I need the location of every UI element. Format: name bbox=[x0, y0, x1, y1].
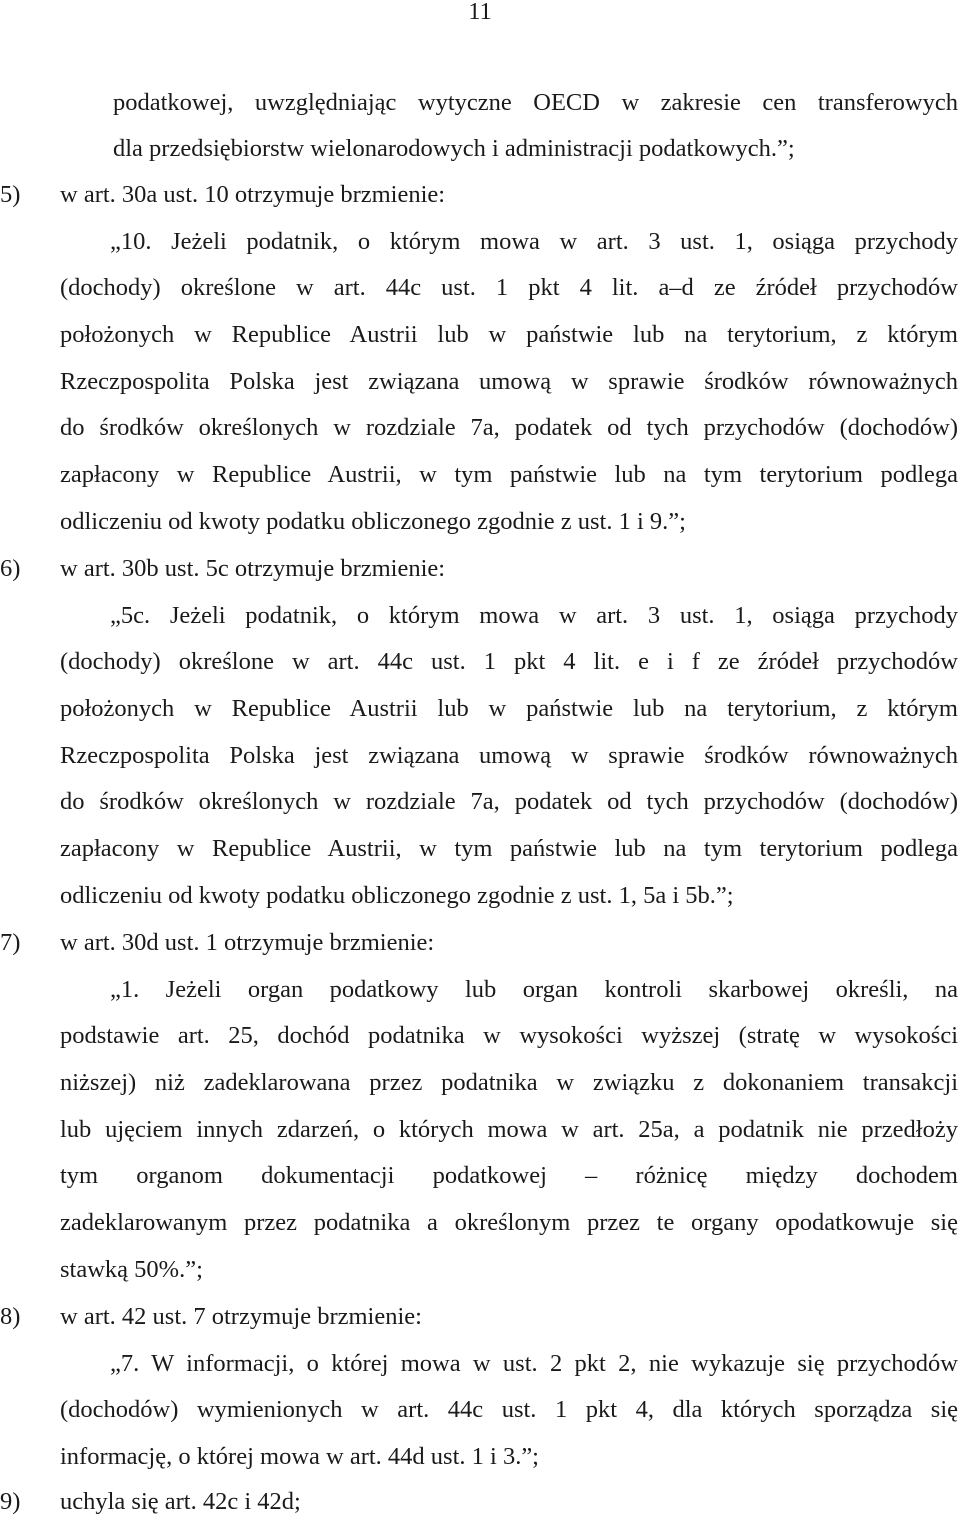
quote-line: zapłacony w Republice Austrii, w tym państwie lub na tym terytorium podlega bbox=[60, 461, 958, 488]
paragraph-line: podatkowej, uwzględniając wytyczne OECD w zakresie cen transferowych bbox=[113, 89, 958, 116]
quote-line: lub ujęciem innych zdarzeń, o których mowa w art. 25a, a podatnik nie przedłoży bbox=[60, 1116, 958, 1143]
item-intro: w art. 30b ust. 5c otrzymuje brzmienie: bbox=[60, 555, 446, 582]
item-intro: w art. 42 ust. 7 otrzymuje brzmienie: bbox=[60, 1303, 422, 1330]
quote-line: (dochodów) wymienionych w art. 44c ust. 1 pkt 4, dla których sporządza się bbox=[60, 1396, 958, 1423]
item-intro: uchyla się art. 42c i 42d; bbox=[60, 1488, 301, 1515]
item-number: 7) bbox=[0, 929, 21, 956]
item-number: 8) bbox=[0, 1303, 21, 1330]
quote-line: położonych w Republice Austrii lub w państwie lub na terytorium, z którym bbox=[60, 695, 958, 722]
quote-line: Rzeczpospolita Polska jest związana umową w sprawie środków równoważnych bbox=[60, 742, 958, 769]
page-number: 11 bbox=[468, 0, 492, 25]
item-number: 5) bbox=[0, 181, 21, 208]
quote-line: informację, o której mowa w art. 44d ust. 1 i 3.”; bbox=[60, 1443, 539, 1470]
quote-line: Rzeczpospolita Polska jest związana umową w sprawie środków równoważnych bbox=[60, 368, 958, 395]
quote-line: „10. Jeżeli podatnik, o którym mowa w art. 3 ust. 1, osiąga przychody bbox=[110, 228, 958, 255]
quote-line: (dochody) określone w art. 44c ust. 1 pkt 4 lit. a–d ze źródeł przychodów bbox=[60, 274, 958, 301]
quote-line: zapłacony w Republice Austrii, w tym państwie lub na tym terytorium podlega bbox=[60, 835, 958, 862]
item-intro: w art. 30a ust. 10 otrzymuje brzmienie: bbox=[60, 181, 446, 208]
quote-line: do środków określonych w rozdziale 7a, podatek od tych przychodów (dochodów) bbox=[60, 788, 958, 815]
quote-line: odliczeniu od kwoty podatku obliczonego zgodnie z ust. 1 i 9.”; bbox=[60, 508, 686, 535]
quote-line: stawką 50%.”; bbox=[60, 1256, 203, 1283]
quote-line: do środków określonych w rozdziale 7a, podatek od tych przychodów (dochodów) bbox=[60, 414, 958, 441]
quote-line: (dochody) określone w art. 44c ust. 1 pkt 4 lit. e i f ze źródeł przychodów bbox=[60, 648, 958, 675]
quote-line: odliczeniu od kwoty podatku obliczonego zgodnie z ust. 1, 5a i 5b.”; bbox=[60, 882, 734, 909]
quote-line: „1. Jeżeli organ podatkowy lub organ kontroli skarbowej określi, na bbox=[110, 976, 958, 1003]
quote-line: podstawie art. 25, dochód podatnika w wysokości wyższej (stratę w wysokości bbox=[60, 1022, 958, 1049]
item-intro: w art. 30d ust. 1 otrzymuje brzmienie: bbox=[60, 929, 435, 956]
quote-line: „5c. Jeżeli podatnik, o którym mowa w art. 3 ust. 1, osiąga przychody bbox=[110, 602, 958, 629]
quote-line: zadeklarowanym przez podatnika a określonym przez te organy opodatkowuje się bbox=[60, 1209, 958, 1236]
quote-line: położonych w Republice Austrii lub w państwie lub na terytorium, z którym bbox=[60, 321, 958, 348]
item-number: 9) bbox=[0, 1488, 21, 1515]
item-number: 6) bbox=[0, 555, 21, 582]
paragraph-line: dla przedsiębiorstw wielonarodowych i administracji podatkowych.”; bbox=[113, 135, 795, 162]
quote-line: „7. W informacji, o której mowa w ust. 2 pkt 2, nie wykazuje się przychodów bbox=[110, 1350, 958, 1377]
quote-line: niższej) niż zadeklarowana przez podatnika w związku z dokonaniem transakcji bbox=[60, 1069, 958, 1096]
quote-line: tym organom dokumentacji podatkowej – różnicę między dochodem bbox=[60, 1162, 958, 1189]
